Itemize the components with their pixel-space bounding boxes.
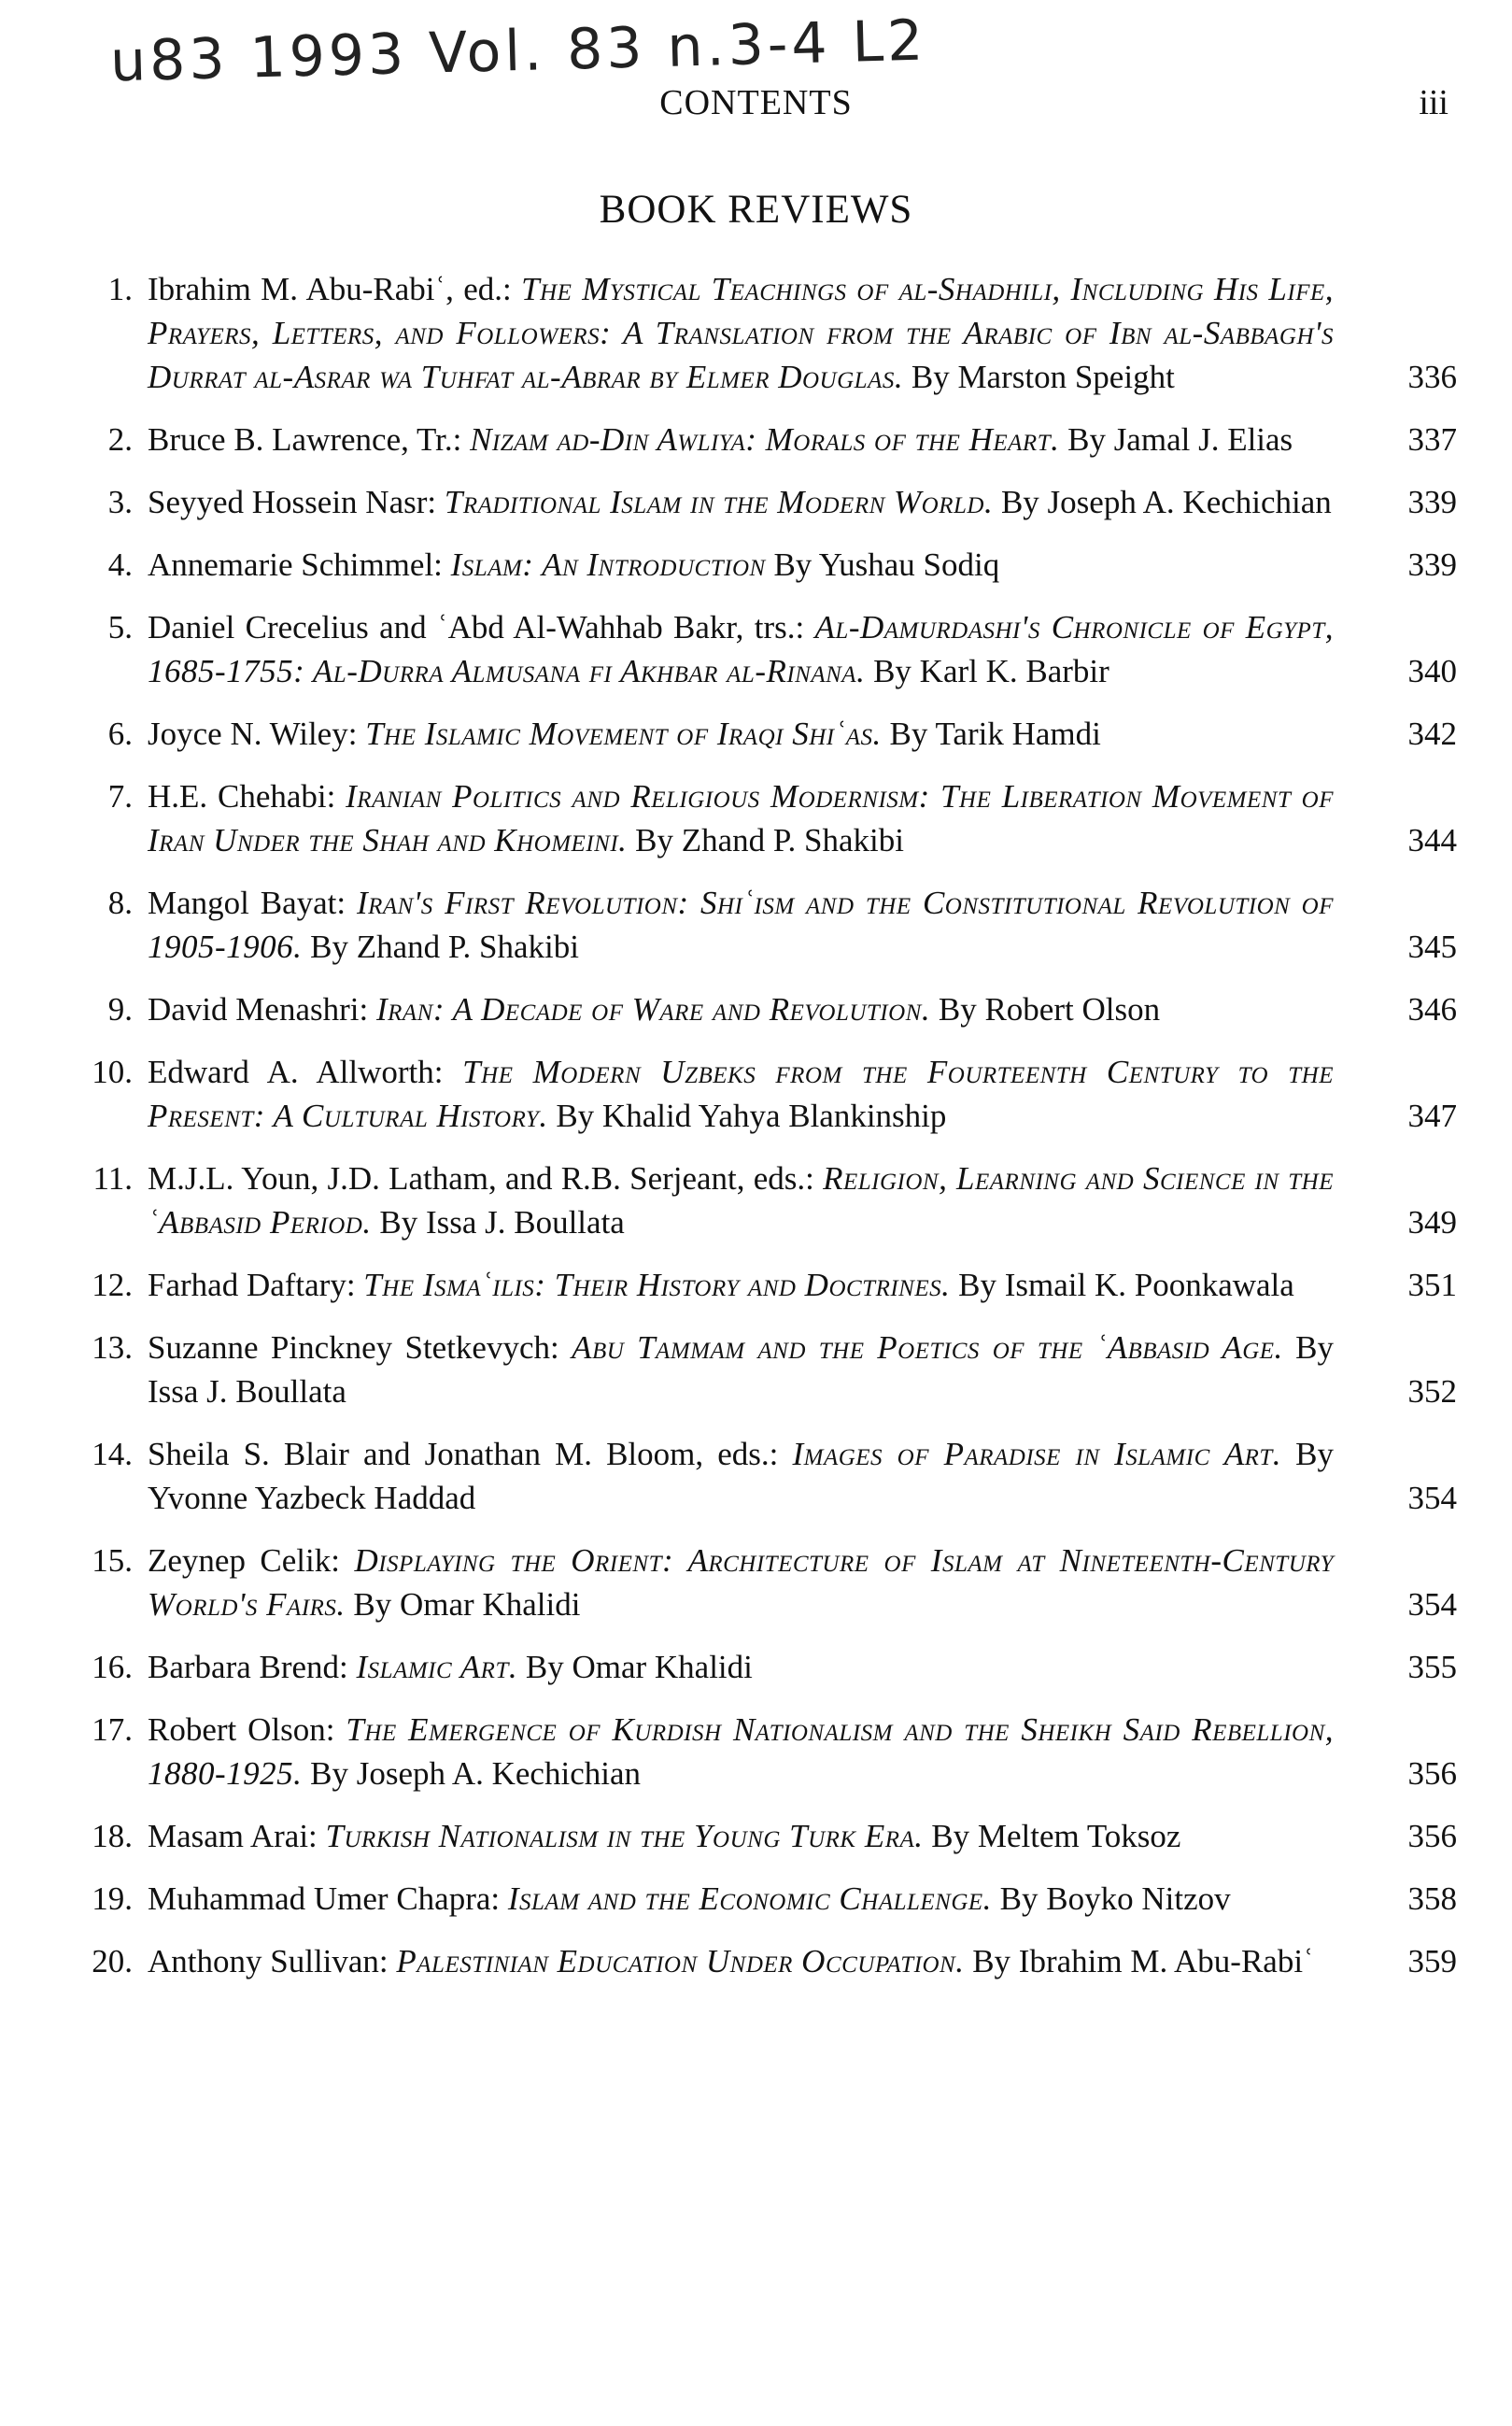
entry-citation bbox=[148, 774, 1334, 862]
entry-book-title: The Mystical Teachings of al-Shadhili, Including His Life, Prayers, Letters, and Followers: A Translation from the Arabic of Ibn al-Sabbagh's Durrat al-Asrar wa Tuhfat al-Abrar by Elmer Douglas. bbox=[148, 271, 1334, 395]
entry-number: 5. bbox=[107, 609, 133, 646]
entry-author: Muhammad Umer Chapra: bbox=[148, 1880, 508, 1917]
page-number: iii bbox=[1419, 83, 1448, 122]
entry-citation bbox=[148, 712, 1334, 756]
review-entry bbox=[65, 987, 1457, 1031]
review-entry bbox=[65, 605, 1457, 693]
entry-number: 9. bbox=[107, 991, 133, 1028]
entry-reviewer: By Robert Olson bbox=[930, 991, 1161, 1028]
entry-citation bbox=[148, 1050, 1334, 1138]
review-entry bbox=[65, 1432, 1457, 1520]
entry-book-title: Nizam ad-Din Awliya: Morals of the Heart. bbox=[470, 421, 1060, 458]
entry-number: 11. bbox=[92, 1160, 133, 1197]
entry-book-title: The Islamic Movement of Iraqi Shiʿas. bbox=[365, 716, 882, 752]
review-entry bbox=[65, 1877, 1457, 1921]
entry-reviewer: By Joseph A. Kechichian bbox=[993, 484, 1332, 520]
review-entry bbox=[65, 1326, 1457, 1413]
entry-author: M.J.L. Youn, J.D. Latham, and R.B. Serjeant, eds.: bbox=[148, 1160, 824, 1197]
entry-number: 10. bbox=[92, 1054, 133, 1090]
review-entry bbox=[65, 543, 1457, 587]
entry-book-title: Iran's First Revolution: Shiʿism and the Constitutional Revolution of 1905-1906. bbox=[148, 885, 1334, 965]
entry-page-number: 344 bbox=[1407, 822, 1457, 858]
entry-citation bbox=[148, 1645, 1334, 1689]
entry-book-title: The Modern Uzbeks from the Fourteenth Century to the Present: A Cultural History. bbox=[148, 1054, 1334, 1134]
entry-citation bbox=[148, 1326, 1334, 1413]
entry-author: Annemarie Schimmel: bbox=[148, 546, 451, 583]
section-title: BOOK REVIEWS bbox=[599, 188, 913, 232]
entry-page-number: 358 bbox=[1407, 1880, 1457, 1917]
entry-page-number: 347 bbox=[1407, 1098, 1457, 1134]
entry-book-title: Religion, Learning and Science in the ʿAbbasid Period. bbox=[148, 1160, 1334, 1241]
entry-citation bbox=[148, 605, 1334, 693]
review-entry bbox=[65, 1939, 1457, 1983]
handwritten-call-number: u83 1993 Vol. 83 n.3-4 L2 bbox=[109, 7, 928, 95]
review-entry bbox=[65, 712, 1457, 756]
page-header-title: CONTENTS bbox=[659, 83, 853, 122]
entry-citation bbox=[148, 1263, 1334, 1307]
entry-number: 8. bbox=[107, 885, 133, 921]
entry-page-number: 352 bbox=[1407, 1373, 1457, 1410]
entry-author: Ibrahim M. Abu-Rabiʿ, ed.: bbox=[148, 271, 522, 307]
entry-author: Anthony Sullivan: bbox=[148, 1943, 397, 1979]
entry-reviewer: By Ismail K. Poonkawala bbox=[950, 1267, 1294, 1303]
entry-reviewer: By Meltem Toksoz bbox=[923, 1818, 1181, 1854]
entry-book-title: Islam: An Introduction bbox=[450, 546, 766, 583]
review-entry bbox=[65, 1708, 1457, 1795]
review-entry bbox=[65, 1814, 1457, 1858]
entry-author: Barbara Brend: bbox=[148, 1649, 357, 1685]
entry-author: Masam Arai: bbox=[148, 1818, 326, 1854]
entry-page-number: 356 bbox=[1407, 1755, 1457, 1792]
entry-citation bbox=[148, 1539, 1334, 1626]
entry-reviewer: By Ibrahim M. Abu-Rabiʿ bbox=[964, 1943, 1314, 1979]
entry-number: 6. bbox=[107, 716, 133, 752]
entry-page-number: 356 bbox=[1407, 1818, 1457, 1854]
entry-reviewer: By Omar Khalidi bbox=[345, 1586, 581, 1623]
book-review-list bbox=[65, 267, 1457, 2002]
entry-page-number: 339 bbox=[1407, 546, 1457, 583]
entry-book-title: Al-Damurdashi's Chronicle of Egypt, 1685-1755: Al-Durra Almusana fi Akhbar al-Rinana. bbox=[148, 609, 1334, 689]
entry-author: Edward A. Allworth: bbox=[148, 1054, 463, 1090]
entry-citation bbox=[148, 881, 1334, 969]
entry-book-title: Displaying the Orient: Architecture of Islam at Nineteenth-Century World's Fairs. bbox=[148, 1542, 1334, 1623]
entry-number: 20. bbox=[92, 1943, 133, 1979]
review-entry bbox=[65, 1539, 1457, 1626]
entry-number: 15. bbox=[92, 1542, 133, 1579]
entry-citation bbox=[148, 1432, 1334, 1520]
review-entry bbox=[65, 1645, 1457, 1689]
review-entry bbox=[65, 480, 1457, 524]
entry-author: Mangol Bayat: bbox=[148, 885, 357, 921]
entry-page-number: 340 bbox=[1407, 653, 1457, 689]
entry-page-number: 355 bbox=[1407, 1649, 1457, 1685]
entry-book-title: Traditional Islam in the Modern World. bbox=[444, 484, 994, 520]
entry-number: 16. bbox=[92, 1649, 133, 1685]
entry-page-number: 359 bbox=[1407, 1943, 1457, 1979]
entry-number: 1. bbox=[107, 271, 133, 307]
entry-number: 4. bbox=[107, 546, 133, 583]
entry-book-title: Islamic Art. bbox=[356, 1649, 518, 1685]
entry-page-number: 337 bbox=[1407, 421, 1457, 458]
entry-author: Joyce N. Wiley: bbox=[148, 716, 366, 752]
entry-reviewer: By Jamal J. Elias bbox=[1059, 421, 1293, 458]
entry-citation bbox=[148, 267, 1334, 399]
entry-citation bbox=[148, 987, 1334, 1031]
entry-reviewer: By Zhand P. Shakibi bbox=[302, 929, 579, 965]
review-entry bbox=[65, 1263, 1457, 1307]
entry-citation bbox=[148, 1939, 1334, 1983]
entry-number: 13. bbox=[92, 1329, 133, 1366]
entry-citation bbox=[148, 480, 1334, 524]
entry-citation bbox=[148, 1156, 1334, 1244]
entry-number: 17. bbox=[92, 1711, 133, 1748]
entry-page-number: 339 bbox=[1407, 484, 1457, 520]
entry-reviewer: By Marston Speight bbox=[903, 359, 1175, 395]
entry-number: 3. bbox=[107, 484, 133, 520]
entry-number: 19. bbox=[92, 1880, 133, 1917]
review-entry bbox=[65, 267, 1457, 399]
entry-reviewer: By Boyko Nitzov bbox=[991, 1880, 1231, 1917]
entry-book-title: Islam and the Economic Challenge. bbox=[507, 1880, 992, 1917]
entry-reviewer: By Issa J. Boullata bbox=[371, 1204, 625, 1241]
entry-book-title: Iran: A Decade of Ware and Revolution. bbox=[375, 991, 931, 1028]
entry-reviewer: By Yushau Sodiq bbox=[765, 546, 1000, 583]
entry-page-number: 351 bbox=[1407, 1267, 1457, 1303]
entry-book-title: Palestinian Education Under Occupation. bbox=[396, 1943, 965, 1979]
review-entry bbox=[65, 774, 1457, 862]
entry-page-number: 354 bbox=[1407, 1586, 1457, 1623]
entry-page-number: 345 bbox=[1407, 929, 1457, 965]
entry-author: Daniel Crecelius and ʿAbd Al-Wahhab Bakr, trs.: bbox=[148, 609, 815, 646]
entry-author: Sheila S. Blair and Jonathan M. Bloom, eds.: bbox=[148, 1436, 793, 1472]
entry-book-title: Images of Paradise in Islamic Art. bbox=[792, 1436, 1282, 1472]
entry-reviewer: By Karl K. Barbir bbox=[865, 653, 1109, 689]
entry-author: Suzanne Pinckney Stetkevych: bbox=[148, 1329, 572, 1366]
entry-author: Seyyed Hossein Nasr: bbox=[148, 484, 445, 520]
entry-reviewer: By Issa J. Boullata bbox=[148, 1329, 1334, 1410]
entry-author: Zeynep Celik: bbox=[148, 1542, 355, 1579]
entry-author: H.E. Chehabi: bbox=[148, 778, 346, 815]
entry-book-title: The Ismaʿilis: Their History and Doctrines. bbox=[363, 1267, 951, 1303]
entry-book-title: Iranian Politics and Religious Modernism: The Liberation Movement of Iran Under the Shah and Khomeini. bbox=[148, 778, 1334, 858]
entry-citation bbox=[148, 418, 1334, 461]
entry-author: David Menashri: bbox=[148, 991, 376, 1028]
entry-page-number: 349 bbox=[1407, 1204, 1457, 1241]
entry-author: Farhad Daftary: bbox=[148, 1267, 364, 1303]
entry-reviewer: By Zhand P. Shakibi bbox=[627, 822, 904, 858]
review-entry bbox=[65, 418, 1457, 461]
entry-page-number: 346 bbox=[1407, 991, 1457, 1028]
entry-number: 2. bbox=[107, 421, 133, 458]
entry-number: 7. bbox=[107, 778, 133, 815]
entry-book-title: Turkish Nationalism in the Young Turk Era. bbox=[325, 1818, 924, 1854]
page-header bbox=[0, 82, 1512, 129]
review-entry bbox=[65, 1050, 1457, 1138]
entry-reviewer: By Tarik Hamdi bbox=[881, 716, 1101, 752]
entry-reviewer: By Omar Khalidi bbox=[517, 1649, 753, 1685]
entry-citation bbox=[148, 1877, 1334, 1921]
review-entry bbox=[65, 881, 1457, 969]
entry-number: 14. bbox=[92, 1436, 133, 1472]
entry-page-number: 342 bbox=[1407, 716, 1457, 752]
entry-number: 18. bbox=[92, 1818, 133, 1854]
entry-page-number: 354 bbox=[1407, 1480, 1457, 1516]
entry-book-title: The Emergence of Kurdish Nationalism and the Sheikh Said Rebellion, 1880-1925. bbox=[148, 1711, 1334, 1792]
entry-reviewer: By Joseph A. Kechichian bbox=[302, 1755, 641, 1792]
entry-book-title: Abu Tammam and the Poetics of the ʿAbbasid Age. bbox=[572, 1329, 1283, 1366]
entry-citation bbox=[148, 1708, 1334, 1795]
entry-number: 12. bbox=[92, 1267, 133, 1303]
entry-reviewer: By Khalid Yahya Blankinship bbox=[547, 1098, 947, 1134]
entry-author: Robert Olson: bbox=[148, 1711, 346, 1748]
review-entry bbox=[65, 1156, 1457, 1244]
entry-citation bbox=[148, 1814, 1334, 1858]
entry-citation bbox=[148, 543, 1334, 587]
entry-reviewer: By Yvonne Yazbeck Haddad bbox=[148, 1436, 1334, 1516]
entry-author: Bruce B. Lawrence, Tr.: bbox=[148, 421, 471, 458]
entry-page-number: 336 bbox=[1407, 359, 1457, 395]
